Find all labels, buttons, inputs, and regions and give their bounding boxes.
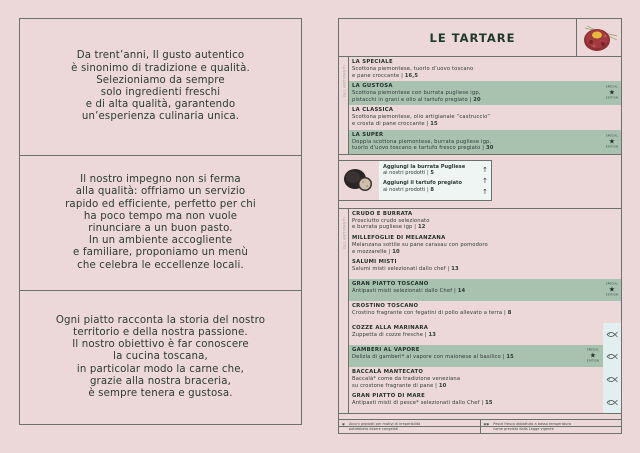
edition-label: EDITION — [605, 145, 618, 149]
footnote-frozen — [339, 420, 480, 433]
menu-item[interactable] — [349, 391, 621, 413]
item-price: 8 — [507, 310, 512, 317]
side-label: GLI ANTIPASTI — [339, 57, 349, 154]
intro-box-3 — [19, 290, 302, 425]
menu-header — [339, 19, 621, 57]
item-price: 20 — [473, 96, 481, 103]
item-name: GRAN PIATTO TOSCANO — [352, 281, 429, 288]
special-edition-badge — [606, 134, 618, 149]
footnote-text: Pesce fresco abbattuto a bassa temperatura come previsto dalla Legge vigente — [493, 422, 572, 431]
item-description: Doppia scottona piemontese, burrata pugliese igp, tuorlo d’uovo toscano e tartufo fresco pregiato | 30 — [352, 138, 494, 152]
item-description: Melanzana sottile su pane carasau con pomodoro e mozzarelle | 10 — [352, 241, 488, 255]
menu-item[interactable] — [349, 345, 621, 367]
item-name: LA SUPER — [352, 131, 384, 138]
menu-item[interactable] — [349, 257, 621, 279]
item-price: 12 — [417, 224, 426, 231]
intro-paragraph-2: Il nostro impegno non si ferma alla qualità: offriamo un servizio rapido ed efficiente, perfetto per chi ha poco tempo ma non vuole rinunciare a un buon pasto. In un ambiente accogliente e familiare, proponiamo un menù che celebra le eccellenze locali. — [65, 174, 256, 271]
item-description: Zuppetta di cozze fresche | 13 — [352, 332, 437, 339]
edition-label: EDITION — [605, 96, 618, 100]
item-description: Scottona piemontese, tuorlo d’uovo toscano e pane croccante | 16,5 — [352, 66, 474, 79]
item-description: Baccalà* come da tradizione veneziana su crostone fragrante di pane | 10 — [352, 376, 461, 389]
item-name: BACCALÀ MANTECATO — [352, 369, 424, 376]
intro-box-1 — [19, 18, 302, 156]
addon-box — [339, 160, 492, 201]
item-price: 13 — [451, 266, 459, 273]
addon-arrows — [482, 166, 488, 196]
menu-item[interactable] — [349, 209, 621, 233]
menu-item[interactable] — [349, 323, 621, 345]
item-price: 15 — [506, 354, 514, 361]
tartare-section — [339, 57, 621, 155]
arrow-up-icon: ↑ — [482, 187, 488, 196]
item-description: Salumi misti selezionati dallo chef | 13 — [352, 266, 459, 273]
addon-burrata[interactable] — [383, 164, 487, 177]
tartare-items — [349, 57, 621, 154]
menu-panel — [338, 18, 622, 430]
special-label: SPECIAL — [605, 85, 618, 89]
menu-footer — [338, 419, 622, 434]
item-name: SALUMI MISTI — [352, 259, 397, 266]
tartare-photo — [576, 19, 621, 56]
item-description: Antipasti misti selezionati dallo Chef | 14 — [352, 288, 466, 295]
star-icon: ★ — [608, 88, 616, 97]
truffle-icon — [342, 166, 376, 194]
special-edition-badge — [587, 349, 599, 364]
item-price: 10 — [438, 382, 447, 389]
antipasti-section — [339, 209, 621, 415]
antipasti-items — [349, 209, 621, 414]
addon-section — [339, 155, 621, 209]
star-icon: ★ — [608, 285, 616, 294]
special-label: SPECIAL — [586, 348, 599, 352]
item-name: CRUDO E BURRATA — [352, 210, 413, 217]
menu-title: LE TARTARE — [429, 30, 516, 45]
edition-label: EDITION — [605, 293, 618, 297]
item-price: 16,5 — [404, 72, 419, 79]
item-name: GAMBERI AL VAPORE — [352, 347, 420, 354]
menu-item[interactable] — [349, 81, 621, 105]
special-label: SPECIAL — [605, 282, 618, 286]
item-name: COZZE ALLA MARINARA — [352, 325, 429, 332]
addon-sub: ai nostri prodotti | 5 — [383, 170, 434, 177]
menu-item[interactable] — [349, 367, 621, 391]
addon-title: Aggiungi la burrata Pugliese — [383, 163, 466, 170]
item-description: Prosciutto crudo selezionato e burrata pugliese igp | 12 — [352, 217, 430, 231]
arrow-up-icon: ↑ — [482, 165, 488, 174]
edition-label: EDITION — [586, 359, 599, 363]
addon-list — [379, 161, 491, 200]
item-description: Scottona piemontese, olio artigianale “castruccio” e crosta di pane croccante | 15 — [352, 114, 491, 127]
menu-item[interactable] — [349, 233, 621, 257]
item-price: 10 — [392, 248, 400, 255]
item-description: Antipasti misti di pesce* selezionati dallo Chef | 15 — [352, 400, 493, 407]
item-description: Scottona piemontese con burrata pugliese igp, pistacchi in grani e olio al tartufo pregiato | 20 — [352, 90, 481, 103]
special-edition-badge — [606, 86, 618, 101]
special-label: SPECIAL — [605, 134, 618, 138]
special-edition-badge — [606, 283, 618, 298]
menu-item[interactable] — [349, 57, 621, 81]
side-label: GLI ANTIPASTI — [339, 209, 349, 414]
asterisk-icon: * — [342, 423, 345, 430]
menu-item[interactable] — [349, 279, 621, 301]
fish-icon — [603, 367, 621, 391]
footnote-text: Alcuni prodotti per motivi di irreperibilità potrebbero essere congelati — [348, 422, 421, 431]
item-name: LA SPECIALE — [352, 59, 393, 65]
item-description: Delizia di gamberi* al vapore con maionese al basilico | 15 — [352, 354, 514, 361]
item-price: 30 — [485, 145, 494, 152]
intro-paragraph-3: Ogni piatto racconta la storia del nostro territorio e della nostra passione. Il nostro obiettivo è far conoscere la cucina toscana, in particolar modo la carne che, grazie alla nostra braceria, è sempre tenera e gustosa. — [55, 314, 266, 399]
item-price: 15 — [430, 120, 438, 127]
addon-title: Aggiungi il tartufo pregiato — [383, 180, 462, 187]
item-price: 15 — [485, 400, 493, 407]
menu-item[interactable] — [349, 130, 621, 154]
fish-icon — [603, 323, 621, 345]
item-name: CROSTINO TOSCANO — [352, 303, 419, 310]
item-price: 13 — [428, 332, 437, 339]
fish-icon — [603, 345, 621, 367]
double-asterisk-icon: ** — [483, 423, 490, 430]
item-price: 14 — [457, 288, 466, 295]
menu-item[interactable] — [349, 105, 621, 129]
star-icon: ★ — [589, 351, 597, 360]
intro-paragraph-1: Da trent’anni, Il gusto autentico è sinonimo di tradizione e qualità. Selezioniamo da sempre solo ingredienti freschi e di alta qualità, garantendo un’esperienza culinaria unica. — [71, 50, 250, 123]
item-description: Crostino fragrante con fegatini di pollo allevato a terra | 8 — [352, 310, 512, 317]
addon-sub: ai nostri prodotti | 8 — [383, 186, 434, 193]
fish-icon — [603, 391, 621, 413]
menu-item[interactable] — [349, 301, 621, 323]
intro-box-2 — [19, 155, 302, 291]
item-name: MILLEFOGLIE DI MELANZANA — [352, 234, 446, 241]
truffle-image — [339, 161, 379, 200]
addon-tartufo[interactable] — [383, 180, 487, 193]
item-name: GRAN PIATTO DI MARE — [352, 393, 426, 400]
item-name: LA GUSTOSA — [352, 83, 393, 90]
footnote-fish — [480, 420, 622, 433]
tartare-image-icon — [579, 22, 619, 54]
star-icon: ★ — [608, 137, 616, 146]
item-name: LA CLASSICA — [352, 107, 394, 114]
arrow-up-icon: ↑ — [482, 176, 488, 185]
